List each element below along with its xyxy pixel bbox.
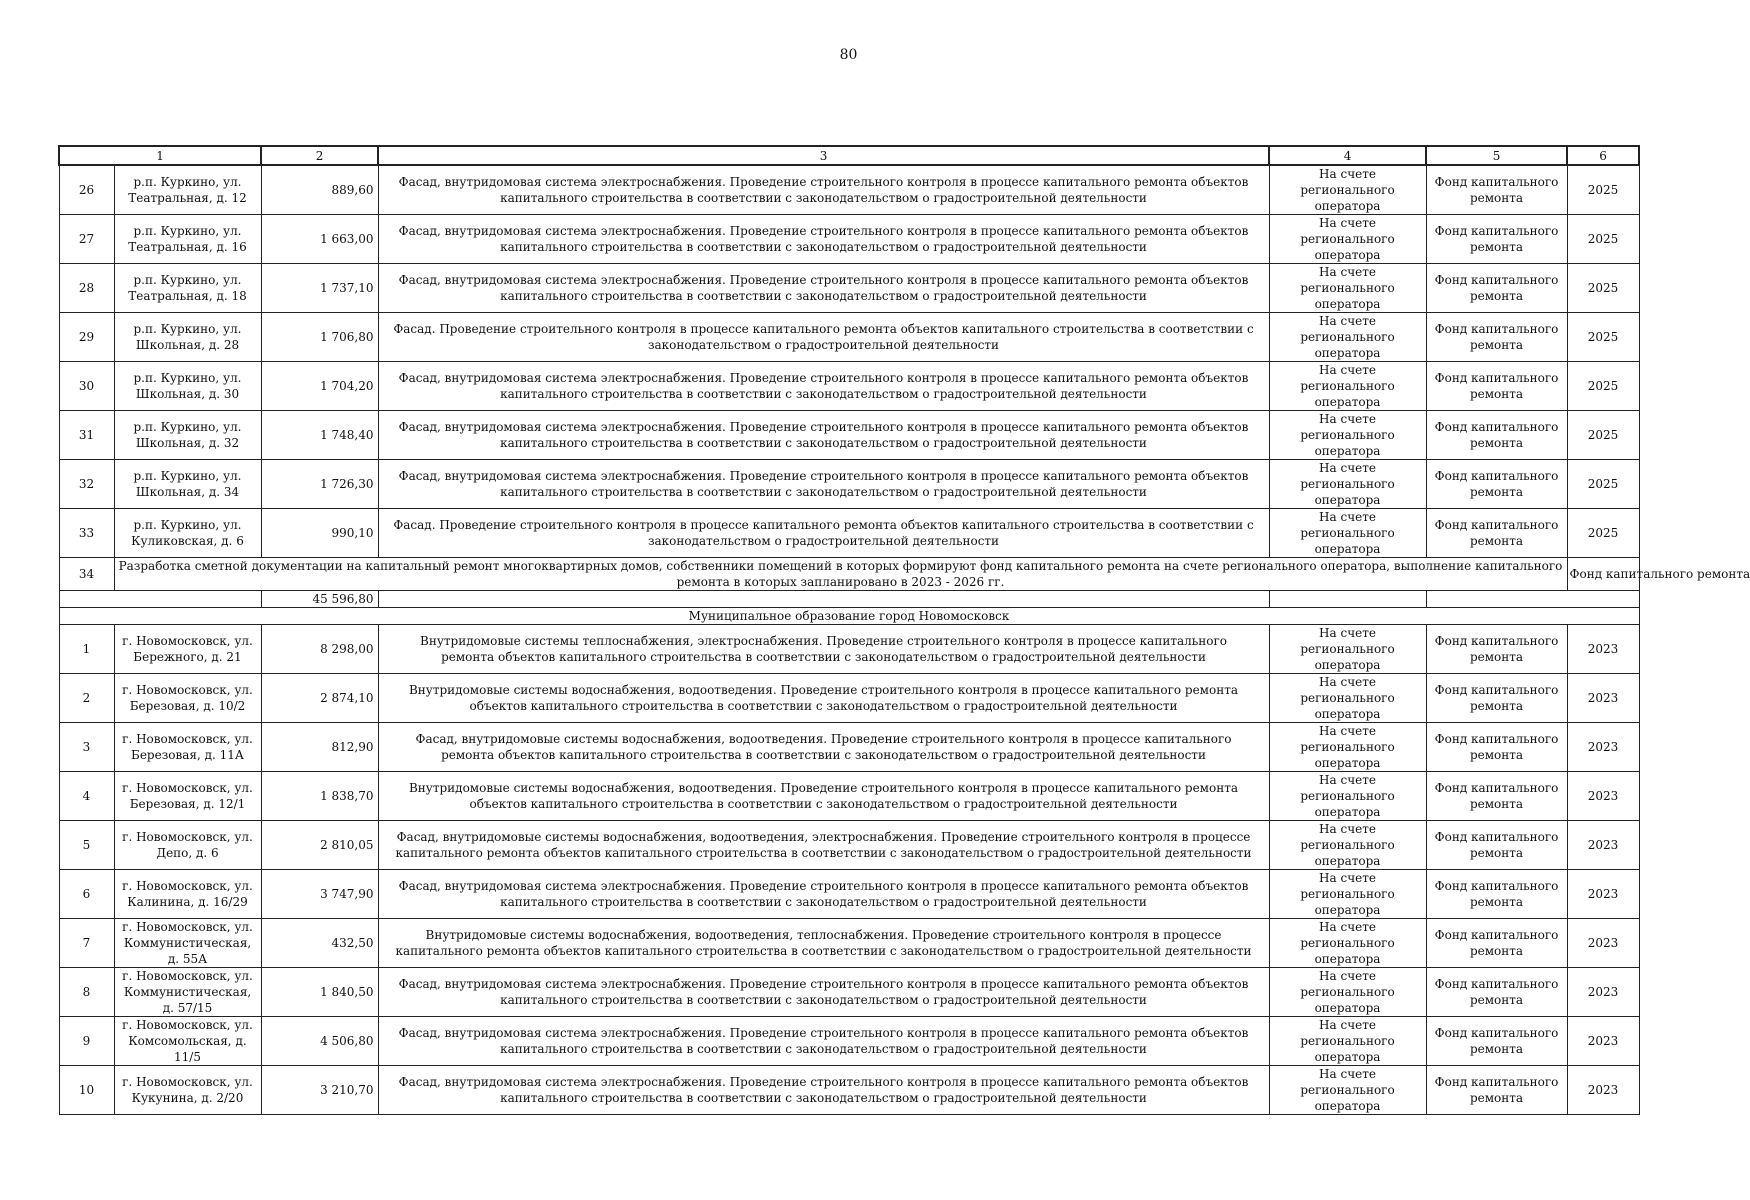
column-header-5: 5 (1426, 146, 1567, 165)
column-header-2: 2 (261, 146, 378, 165)
column-number-row (59, 146, 1639, 165)
year-cell: 2023 (1567, 772, 1639, 821)
table-row (59, 215, 1639, 264)
row-number: 34 (59, 558, 114, 591)
works-cell: Фасад. Проведение строительного контроля в процессе капитального ремонта объектов капитального строительства в соответствии с законодательством о градостроительной деятельности (378, 313, 1269, 362)
row-number: 29 (59, 313, 114, 362)
table-row (59, 509, 1639, 558)
table-row (59, 264, 1639, 313)
fund-cell: Фонд капитального ремонта (1426, 821, 1567, 870)
table-row (59, 1017, 1639, 1066)
table-row (59, 968, 1639, 1017)
cost-cell: 3 210,70 (261, 1066, 378, 1115)
works-cell: Фасад, внутридомовая система электроснабжения. Проведение строительного контроля в процессе капитального ремонта объектов капитального строительства в соответствии с законодательством о градостроительной деятельности (378, 264, 1269, 313)
cost-cell: 3 747,90 (261, 870, 378, 919)
row-number: 31 (59, 411, 114, 460)
works-cell: Фасад, внутридомовая система электроснабжения. Проведение строительного контроля в процессе капитального ремонта объектов капитального строительства в соответствии с законодательством о градостроительной деятельности (378, 362, 1269, 411)
works-cell: Фасад. Проведение строительного контроля в процессе капитального ремонта объектов капитального строительства в соответствии с законодательством о градостроительной деятельности (378, 509, 1269, 558)
row-number: 26 (59, 165, 114, 215)
account-cell: На счете регионального оператора (1269, 165, 1426, 215)
cost-cell: 1 838,70 (261, 772, 378, 821)
address-cell: р.п. Куркино, ул. Театральная, д. 16 (114, 215, 261, 264)
row-number: 33 (59, 509, 114, 558)
table-row (59, 411, 1639, 460)
row-number: 3 (59, 723, 114, 772)
works-cell: Фасад, внутридомовая система электроснабжения. Проведение строительного контроля в процессе капитального ремонта объектов капитального строительства в соответствии с законодательством о градостроительной деятельности (378, 1017, 1269, 1066)
column-header-3: 3 (378, 146, 1269, 165)
year-cell: 2023 (1567, 821, 1639, 870)
account-cell: На счете регионального оператора (1269, 1066, 1426, 1115)
account-cell: На счете регионального оператора (1269, 723, 1426, 772)
account-cell: На счете регионального оператора (1269, 1017, 1426, 1066)
address-cell: р.п. Куркино, ул. Школьная, д. 34 (114, 460, 261, 509)
fund-cell: Фонд капитального ремонта (1426, 1066, 1567, 1115)
year-cell: 2023 (1567, 919, 1639, 968)
year-cell: 2025 (1567, 313, 1639, 362)
fund-cell: Фонд капитального ремонта (1567, 558, 1639, 591)
fund-cell: Фонд капитального ремонта (1426, 919, 1567, 968)
year-cell: 2023 (1567, 870, 1639, 919)
works-cell: Фасад, внутридомовая система электроснабжения. Проведение строительного контроля в процессе капитального ремонта объектов капитального строительства в соответствии с законодательством о градостроительной деятельности (378, 968, 1269, 1017)
year-cell: 2023 (1567, 625, 1639, 674)
address-cell: г. Новомосковск, ул. Комсомольская, д. 11/5 (114, 1017, 261, 1066)
table-body (59, 146, 1750, 1115)
repair-program-table (58, 145, 1750, 1115)
account-cell: На счете регионального оператора (1269, 821, 1426, 870)
works-cell: Фасад, внутридомовая система электроснабжения. Проведение строительного контроля в процессе капитального ремонта объектов капитального строительства в соответствии с законодательством о градостроительной деятельности (378, 215, 1269, 264)
cost-cell: 432,50 (261, 919, 378, 968)
cost-cell: 990,10 (261, 509, 378, 558)
row-number: 30 (59, 362, 114, 411)
empty-cell (1426, 591, 1639, 608)
year-cell: 2025 (1567, 411, 1639, 460)
address-cell: г. Новомосковск, ул. Коммунистическая, д. 55А (114, 919, 261, 968)
year-cell: 2023 (1567, 1066, 1639, 1115)
address-cell: г. Новомосковск, ул. Березовая, д. 12/1 (114, 772, 261, 821)
row-number: 32 (59, 460, 114, 509)
address-cell: г. Новомосковск, ул. Березовая, д. 10/2 (114, 674, 261, 723)
year-cell: 2025 (1567, 509, 1639, 558)
table-row (59, 821, 1639, 870)
address-cell: г. Новомосковск, ул. Березовая, д. 11А (114, 723, 261, 772)
total-amount: 45 596,80 (261, 591, 378, 608)
column-header-6: 6 (1567, 146, 1639, 165)
address-cell: р.п. Куркино, ул. Театральная, д. 18 (114, 264, 261, 313)
works-cell: Фасад, внутридомовая система электроснабжения. Проведение строительного контроля в процессе капитального ремонта объектов капитального строительства в соответствии с законодательством о градостроительной деятельности (378, 460, 1269, 509)
row-number: 27 (59, 215, 114, 264)
address-cell: г. Новомосковск, ул. Депо, д. 6 (114, 821, 261, 870)
cost-cell: 1 704,20 (261, 362, 378, 411)
account-cell: На счете регионального оператора (1269, 870, 1426, 919)
account-cell: На счете регионального оператора (1269, 674, 1426, 723)
address-cell: р.п. Куркино, ул. Школьная, д. 30 (114, 362, 261, 411)
column-header-1: 1 (59, 146, 261, 165)
address-cell: г. Новомосковск, ул. Кукунина, д. 2/20 (114, 1066, 261, 1115)
year-cell: 2025 (1567, 264, 1639, 313)
estimate-documentation-row (59, 558, 1639, 591)
account-cell: На счете регионального оператора (1269, 460, 1426, 509)
address-cell: г. Новомосковск, ул. Бережного, д. 21 (114, 625, 261, 674)
cost-cell: 1 663,00 (261, 215, 378, 264)
year-cell: 2025 (1567, 460, 1639, 509)
table-row (59, 313, 1639, 362)
works-cell: Внутридомовые системы водоснабжения, водоотведения. Проведение строительного контроля в процессе капитального ремонта объектов капитального строительства в соответствии с законодательством о градостроительной деятельности (378, 674, 1269, 723)
cost-cell: 4 506,80 (261, 1017, 378, 1066)
year-cell: 2025 (1567, 362, 1639, 411)
year-cell: 2025 (1567, 215, 1639, 264)
table-row (59, 723, 1639, 772)
row-number: 5 (59, 821, 114, 870)
account-cell: На счете регионального оператора (1269, 509, 1426, 558)
row-number: 10 (59, 1066, 114, 1115)
works-cell: Внутридомовые системы водоснабжения, водоотведения, теплоснабжения. Проведение строительного контроля в процессе капитального ремонта объектов капитального строительства в соответствии с законодательством о градостроительной деятельности (378, 919, 1269, 968)
works-cell: Внутридомовые системы теплоснабжения, электроснабжения. Проведение строительного контроля в процессе капитального ремонта объектов капитального строительства в соответствии с законодательством о градостроительной деятельности (378, 625, 1269, 674)
row-number: 1 (59, 625, 114, 674)
address-cell: г. Новомосковск, ул. Калинина, д. 16/29 (114, 870, 261, 919)
fund-cell: Фонд капитального ремонта (1426, 968, 1567, 1017)
cost-cell: 2 810,05 (261, 821, 378, 870)
works-cell: Фасад, внутридомовая система электроснабжения. Проведение строительного контроля в процессе капитального ремонта объектов капитального строительства в соответствии с законодательством о градостроительной деятельности (378, 165, 1269, 215)
total-row (59, 591, 1639, 608)
account-cell: На счете регионального оператора (1269, 919, 1426, 968)
fund-cell: Фонд капитального ремонта (1426, 509, 1567, 558)
fund-cell: Фонд капитального ремонта (1426, 772, 1567, 821)
cost-cell: 8 298,00 (261, 625, 378, 674)
works-cell: Внутридомовые системы водоснабжения, водоотведения. Проведение строительного контроля в процессе капитального ремонта объектов капитального строительства в соответствии с законодательством о градостроительной деятельности (378, 772, 1269, 821)
address-cell: р.п. Куркино, ул. Школьная, д. 28 (114, 313, 261, 362)
account-cell: На счете регионального оператора (1269, 968, 1426, 1017)
table-row (59, 1066, 1639, 1115)
fund-cell: Фонд капитального ремонта (1426, 411, 1567, 460)
works-cell: Фасад, внутридомовая система электроснабжения. Проведение строительного контроля в процессе капитального ремонта объектов капитального строительства в соответствии с законодательством о градостроительной деятельности (378, 870, 1269, 919)
account-cell: На счете регионального оператора (1269, 625, 1426, 674)
section-title: Муниципальное образование город Новомосковск (59, 608, 1639, 625)
row-number: 8 (59, 968, 114, 1017)
address-cell: р.п. Куркино, ул. Куликовская, д. 6 (114, 509, 261, 558)
fund-cell: Фонд капитального ремонта (1426, 215, 1567, 264)
empty-cell (1269, 591, 1426, 608)
table-row (59, 870, 1639, 919)
cost-cell: 889,60 (261, 165, 378, 215)
account-cell: На счете регионального оператора (1269, 411, 1426, 460)
fund-cell: Фонд капитального ремонта (1426, 625, 1567, 674)
empty-cell (378, 591, 1269, 608)
works-cell: Фасад, внутридомовые системы водоснабжения, водоотведения. Проведение строительного контроля в процессе капитального ремонта объектов капитального строительства в соответствии с законодательством о градостроительной деятельности (378, 723, 1269, 772)
table-row (59, 919, 1639, 968)
row-number: 7 (59, 919, 114, 968)
table-row (59, 625, 1639, 674)
account-cell: На счете регионального оператора (1269, 313, 1426, 362)
cost-cell: 1 748,40 (261, 411, 378, 460)
row-number: 2 (59, 674, 114, 723)
address-cell: р.п. Куркино, ул. Театральная, д. 12 (114, 165, 261, 215)
year-cell: 2023 (1567, 1017, 1639, 1066)
year-cell: 2025 (1567, 165, 1639, 215)
year-cell: 2023 (1567, 674, 1639, 723)
table-row (59, 772, 1639, 821)
note-text: Разработка сметной документации на капитальный ремонт многоквартирных домов, собственники помещений в которых формируют фонд капитального ремонта на счете регионального оператора, выполнение капитального ремонта в которых запланировано в 2023 - 2026 гг. (114, 558, 1567, 591)
row-number: 9 (59, 1017, 114, 1066)
page-number: 80 (839, 47, 858, 63)
row-number: 6 (59, 870, 114, 919)
table-row (59, 165, 1639, 215)
fund-cell: Фонд капитального ремонта (1426, 362, 1567, 411)
account-cell: На счете регионального оператора (1269, 264, 1426, 313)
fund-cell: Фонд капитального ремонта (1426, 870, 1567, 919)
cost-cell: 1 737,10 (261, 264, 378, 313)
address-cell: р.п. Куркино, ул. Школьная, д. 32 (114, 411, 261, 460)
account-cell: На счете регионального оператора (1269, 362, 1426, 411)
fund-cell: Фонд капитального ремонта (1426, 165, 1567, 215)
row-number: 4 (59, 772, 114, 821)
section-header-row (59, 608, 1639, 625)
fund-cell: Фонд капитального ремонта (1426, 674, 1567, 723)
works-cell: Фасад, внутридомовые системы водоснабжения, водоотведения, электроснабжения. Проведение строительного контроля в процессе капитального ремонта объектов капитального строительства в соответствии с законодательством о градостроительной деятельности (378, 821, 1269, 870)
cost-cell: 1 726,30 (261, 460, 378, 509)
works-cell: Фасад, внутридомовая система электроснабжения. Проведение строительного контроля в процессе капитального ремонта объектов капитального строительства в соответствии с законодательством о градостроительной деятельности (378, 411, 1269, 460)
cost-cell: 1 840,50 (261, 968, 378, 1017)
cost-cell: 812,90 (261, 723, 378, 772)
address-cell: г. Новомосковск, ул. Коммунистическая, д. 57/15 (114, 968, 261, 1017)
year-cell: 2023 (1567, 968, 1639, 1017)
fund-cell: Фонд капитального ремонта (1426, 723, 1567, 772)
fund-cell: Фонд капитального ремонта (1426, 460, 1567, 509)
cost-cell: 2 874,10 (261, 674, 378, 723)
cost-cell: 1 706,80 (261, 313, 378, 362)
account-cell: На счете регионального оператора (1269, 772, 1426, 821)
works-cell: Фасад, внутридомовая система электроснабжения. Проведение строительного контроля в процессе капитального ремонта объектов капитального строительства в соответствии с законодательством о градостроительной деятельности (378, 1066, 1269, 1115)
table-row (59, 674, 1639, 723)
table-row (59, 362, 1639, 411)
fund-cell: Фонд капитального ремонта (1426, 1017, 1567, 1066)
account-cell: На счете регионального оператора (1269, 215, 1426, 264)
fund-cell: Фонд капитального ремонта (1426, 264, 1567, 313)
fund-cell: Фонд капитального ремонта (1426, 313, 1567, 362)
column-header-4: 4 (1269, 146, 1426, 165)
table-row (59, 460, 1639, 509)
row-number: 28 (59, 264, 114, 313)
total-label-cell (59, 591, 261, 608)
year-cell: 2023 (1567, 723, 1639, 772)
